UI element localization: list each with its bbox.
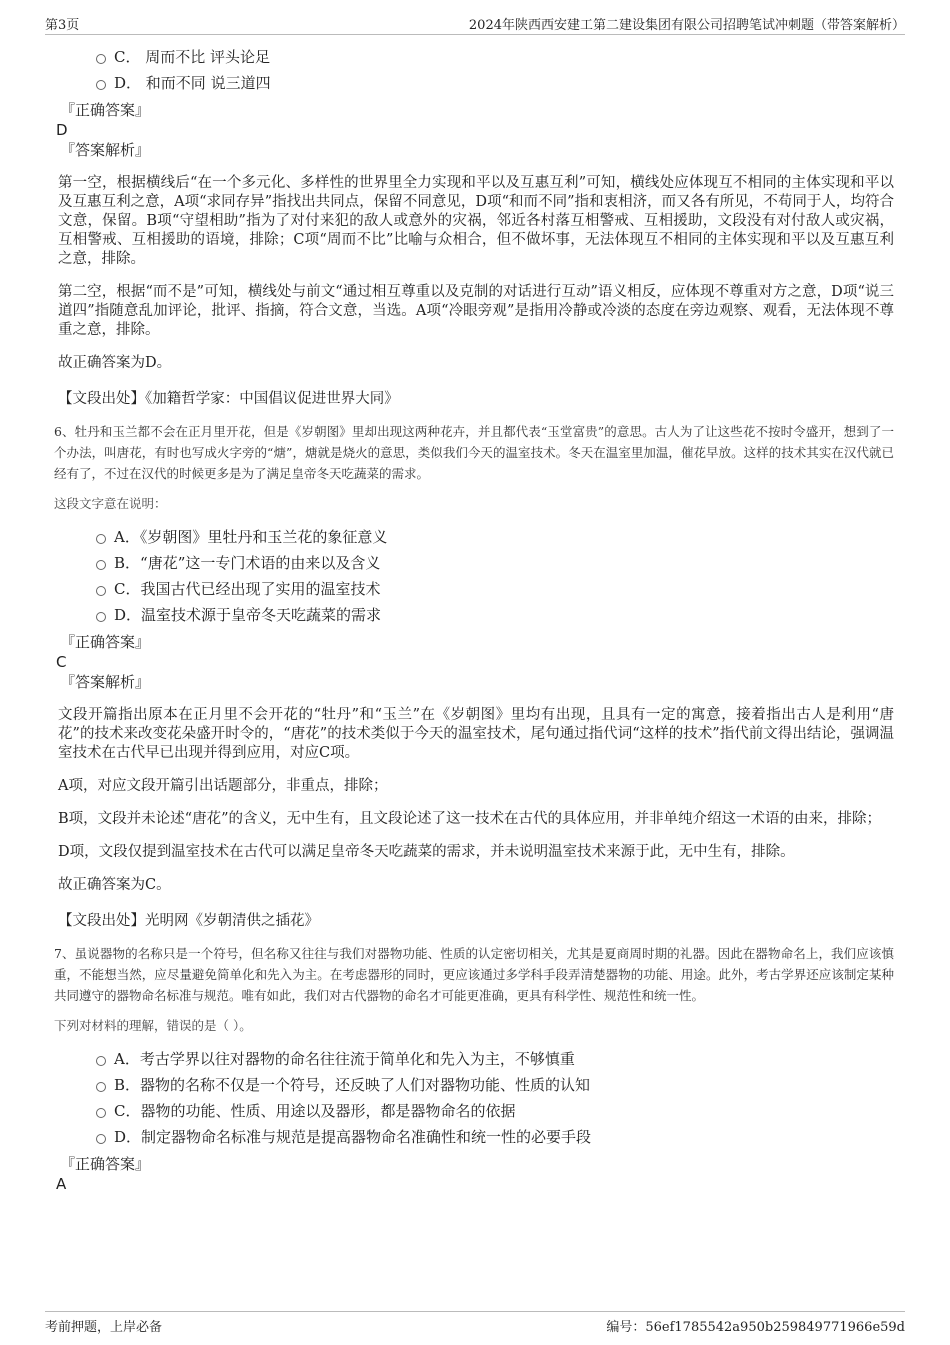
q6-source: 【文段出处】光明网《岁朝清供之插花》 <box>58 913 319 929</box>
option-text: D．温室技术源于皇帝冬天吃蔬菜的需求 <box>114 606 382 624</box>
page-number: 第3页 <box>45 18 80 33</box>
option-text: C． 周而不比 评头论足 <box>114 48 271 66</box>
q7-options <box>58 1046 894 1150</box>
q7-option-c[interactable] <box>96 1098 894 1124</box>
option-text: A．考古学界以往对器物的命名往往流于简单化和先入为主，不够慎重 <box>114 1050 575 1068</box>
q6-options <box>58 524 894 628</box>
q6-option-a[interactable] <box>96 524 894 550</box>
document-title: 2024年陕西西安建工第二建设集团有限公司招聘笔试冲刺题（带答案解析） <box>468 18 905 33</box>
q7-stem: 7、虽说器物的名称只是一个符号，但名称又往往与我们对器物功能、性质的认定密切相关，尤其是夏商周时期的礼器。因此在器物命名上，我们应该慎重，不能想当然，应尽量避免简单化和先入为主。在考虑器形的同时，更应该通过多学科手段弄清楚器物的功能、用途。此外，考古学界还应该制定某种共同遵守的器物命名标准与规范。唯有如此，我们对古代器物的命名才可能更准确，更具有科学性、规范性和统一性。 <box>54 946 894 1003</box>
radio-icon[interactable] <box>96 1082 106 1092</box>
q5-option-c[interactable] <box>96 44 894 70</box>
radio-icon[interactable] <box>96 612 106 622</box>
q5-options <box>58 44 894 96</box>
q7-answer-label: 『正确答案』 <box>60 1155 151 1173</box>
q5-answer-label: 『正确答案』 <box>60 101 151 119</box>
q6-analysis-label: 『答案解析』 <box>60 673 151 691</box>
q6-analysis-paragraph: 文段开篇指出原本在正月里不会开花的“牡丹”和“玉兰”在《岁朝图》里均有出现，且具有一定的寓意，接着指出古人是利用“唐花”的技术来改变花朵盛开时令的，“唐花”的技术类似于今天的温室技术，尾句通过指代词“这样的技术”指代前文得出结论，强调温室技术在古代早已出现并得到应用，对应C项。 <box>58 707 894 761</box>
page-header <box>45 12 905 35</box>
q6-answer: C <box>56 653 67 671</box>
option-text: C．器物的功能、性质、用途以及器形，都是器物命名的依据 <box>114 1102 516 1120</box>
footer-slogan: 考前押题，上岸必备 <box>45 1320 163 1335</box>
q6-prompt: 这段文字意在说明： <box>54 496 167 511</box>
radio-icon[interactable] <box>96 1108 106 1118</box>
q6-stem: 6、牡丹和玉兰都不会在正月里开花，但是《岁朝图》里却出现这两种花卉，并且都代表“玉堂富贵”的意思。古人为了让这些花不按时令盛开，想到了一个办法，叫唐花，有时也写成火字旁的“煻”，煻就是烧火的意思，类似我们今天的温室技术。冬天在温室里加温，催花早放。这样的技术其实在汉代就已经有了，不过在汉代的时候更多是为了满足皇帝冬天吃蔬菜的需求。 <box>54 424 894 481</box>
radio-icon[interactable] <box>96 54 106 64</box>
q6-analysis-paragraph: B项，文段并未论述“唐花”的含义，无中生有，且文段论述了这一技术在古代的具体应用，并非单纯介绍这一术语的由来，排除； <box>58 811 881 827</box>
page-footer <box>45 1311 905 1334</box>
q5-analysis-paragraph: 第二空，根据“而不是”可知，横线处与前文“通过相互尊重以及克制的对话进行互动”语义相反，应体现不尊重对方之意，D项“说三道四”指随意乱加评论，批评、指摘，符合文意，当选。A项“冷眼旁观”是指用冷静或冷淡的态度在旁边观察、观看，无法体现不尊重之意，排除。 <box>58 284 894 338</box>
q5-option-d[interactable] <box>96 70 894 96</box>
q6-analysis-paragraph: 故正确答案为C。 <box>58 877 171 893</box>
option-text: C．我国古代已经出现了实用的温室技术 <box>114 580 381 598</box>
option-text: D．制定器物命名标准与规范是提高器物命名准确性和统一性的必要手段 <box>114 1128 592 1146</box>
q6-analysis-paragraph: A项，对应文段开篇引出话题部分，非重点，排除； <box>58 778 388 794</box>
q7-option-b[interactable] <box>96 1072 894 1098</box>
radio-icon[interactable] <box>96 1056 106 1066</box>
q5-analysis-paragraph: 故正确答案为D。 <box>58 355 172 371</box>
radio-icon[interactable] <box>96 586 106 596</box>
option-text: A．《岁朝图》里牡丹和玉兰花的象征意义 <box>114 528 388 546</box>
q6-analysis-paragraph: D项，文段仅提到温室技术在古代可以满足皇帝冬天吃蔬菜的需求，并未说明温室技术来源于此，无中生有，排除。 <box>58 844 795 860</box>
radio-icon[interactable] <box>96 534 106 544</box>
q7-answer: A <box>56 1175 67 1193</box>
option-text: D． 和而不同 说三道四 <box>114 74 271 92</box>
radio-icon[interactable] <box>96 80 106 90</box>
q5-analysis-label: 『答案解析』 <box>60 141 151 159</box>
q6-option-b[interactable] <box>96 550 894 576</box>
q7-option-d[interactable] <box>96 1124 894 1150</box>
q7-option-a[interactable] <box>96 1046 894 1072</box>
q6-option-c[interactable] <box>96 576 894 602</box>
option-text: B．器物的名称不仅是一个符号，还反映了人们对器物功能、性质的认知 <box>114 1076 591 1094</box>
radio-icon[interactable] <box>96 1134 106 1144</box>
page-content <box>54 44 894 1194</box>
q5-source: 【文段出处】《加籍哲学家：中国倡议促进世界大同》 <box>58 391 399 407</box>
option-text: B．“唐花”这一专门术语的由来以及含义 <box>114 554 381 572</box>
document-code: 编号：56ef1785542a950b259849771966e59d <box>606 1320 905 1335</box>
q5-analysis-paragraph: 第一空，根据横线后“在一个多元化、多样性的世界里全力实现和平以及互惠互利”可知，横线处应体现互不相同的主体实现和平以及互惠互利之意，A项“求同存异”指找出共同点，保留不同意见，D项“和而不同”指和衷相济，而又各有所见，不苟同于人，均符合文意，保留。B项“守望相助”指为了对付来犯的敌人或意外的灾祸，邻近各村落互相警戒、互相援助，文段没有对付敌人或灾祸，互相警戒、互相援助的语境，排除；C项“周而不比”比喻与众相合，但不做坏事，无法体现互不相同的主体实现和平以及互惠互利之意，排除。 <box>58 175 894 267</box>
q7-prompt: 下列对材料的理解，错误的是（ ）。 <box>54 1018 252 1033</box>
radio-icon[interactable] <box>96 560 106 570</box>
q5-answer: D <box>56 121 68 139</box>
q6-answer-label: 『正确答案』 <box>60 633 151 651</box>
q6-option-d[interactable] <box>96 602 894 628</box>
